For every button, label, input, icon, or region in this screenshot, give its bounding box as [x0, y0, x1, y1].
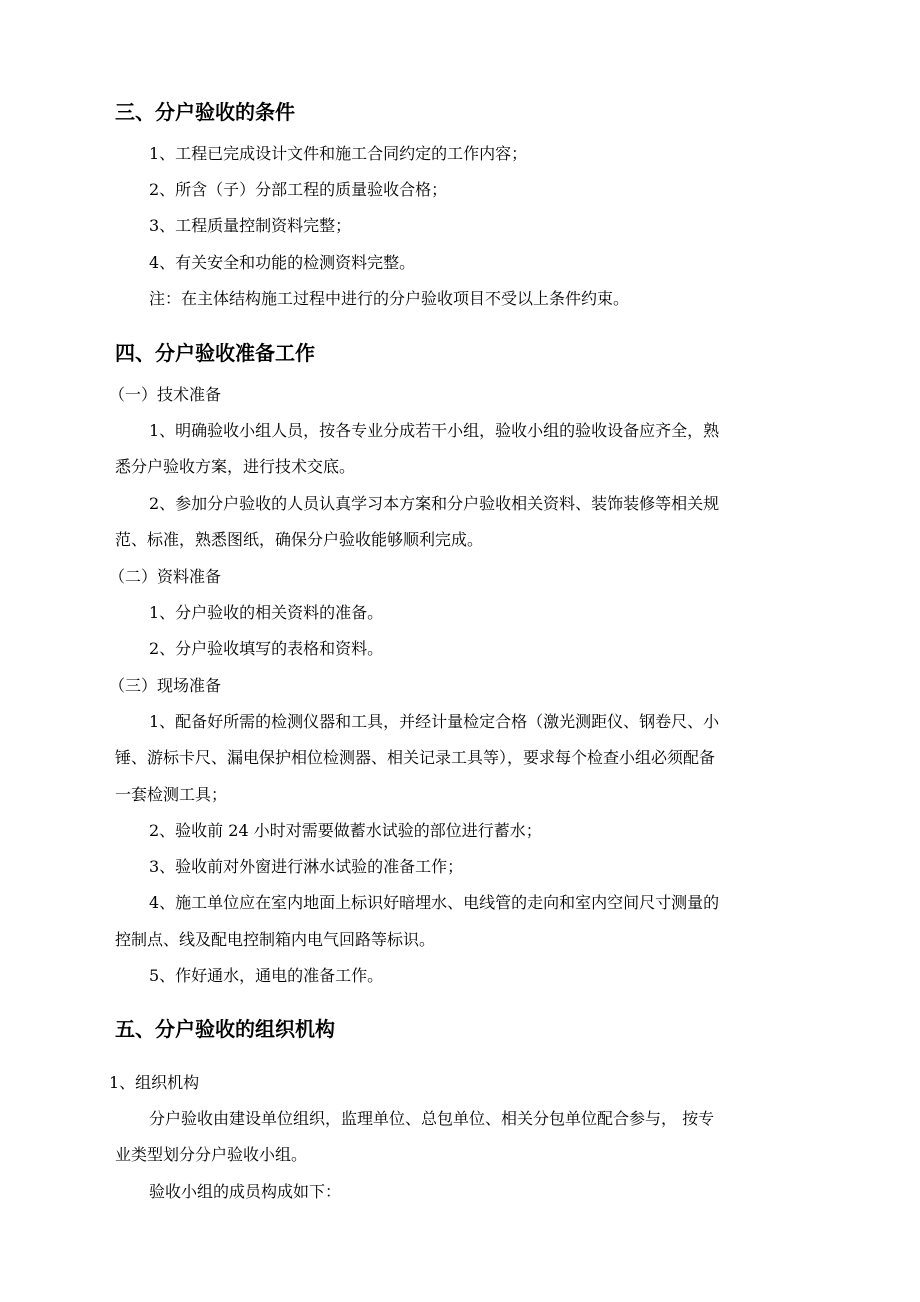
site-paragraph-2: 2、验收前 24 小时对需要做蓄水试验的部位进行蓄水；	[149, 821, 542, 840]
condition-item-2: 2、所含（子）分部工程的质量验收合格；	[149, 180, 448, 199]
org-label: 1、组织机构	[109, 1073, 200, 1092]
section-heading-3: 三、分户验收的条件	[115, 100, 295, 124]
condition-item-1: 1、工程已完成设计文件和施工合同约定的工作内容；	[149, 144, 528, 163]
section-heading-4: 四、分户验收准备工作	[115, 341, 315, 365]
tech-paragraph-1-line-2: 悉分户验收方案，进行技术交底。	[115, 457, 356, 476]
org-paragraph-1-line-2: 业类型划分分户验收小组。	[115, 1145, 308, 1164]
tech-paragraph-2-line-1: 2、参加分户验收的人员认真学习本方案和分户验收相关资料、装饰装修等相关规	[149, 494, 720, 513]
section-heading-5: 五、分户验收的组织机构	[115, 1017, 335, 1041]
condition-item-3: 3、工程质量控制资料完整；	[149, 216, 352, 235]
site-paragraph-3: 3、验收前对外窗进行淋水试验的准备工作；	[149, 857, 464, 876]
tech-paragraph-1-line-1: 1、明确验收小组人员，按各专业分成若干小组，验收小组的验收设备应齐全，熟	[149, 421, 720, 440]
site-paragraph-1-line-2: 锤、游标卡尺、漏电保护相位检测器、相关记录工具等），要求每个检查小组必须配备	[115, 748, 716, 767]
site-paragraph-1-line-3: 一套检测工具；	[115, 785, 228, 804]
subsection-site-label: （三）现场准备	[109, 676, 222, 695]
condition-note: 注：在主体结构施工过程中进行的分户验收项目不受以上条件约束。	[149, 289, 630, 308]
site-paragraph-4-line-2: 控制点、线及配电控制箱内电气回路等标识。	[115, 930, 436, 949]
org-paragraph-1-line-1: 分户验收由建设单位组织，监理单位、总包单位、相关分包单位配合参与， 按专	[149, 1109, 715, 1128]
site-paragraph-4-line-1: 4、施工单位应在室内地面上标识好暗埋水、电线管的走向和室内空间尺寸测量的	[149, 893, 720, 912]
docs-item-1: 1、分户验收的相关资料的准备。	[149, 603, 384, 622]
subsection-docs-label: （二）资料准备	[109, 567, 222, 586]
subsection-tech-label: （一）技术准备	[109, 385, 222, 404]
docs-item-2: 2、分户验收填写的表格和资料。	[149, 639, 384, 658]
tech-paragraph-2-line-2: 范、标准，熟悉图纸，确保分户验收能够顺利完成。	[115, 530, 484, 549]
site-paragraph-5: 5、作好通水，通电的准备工作。	[149, 966, 384, 985]
site-paragraph-1-line-1: 1、配备好所需的检测仪器和工具，并经计量检定合格（激光测距仪、钢卷尺、小	[149, 712, 720, 731]
condition-item-4: 4、有关安全和功能的检测资料完整。	[149, 253, 416, 272]
org-paragraph-2: 验收小组的成员构成如下：	[149, 1182, 342, 1201]
